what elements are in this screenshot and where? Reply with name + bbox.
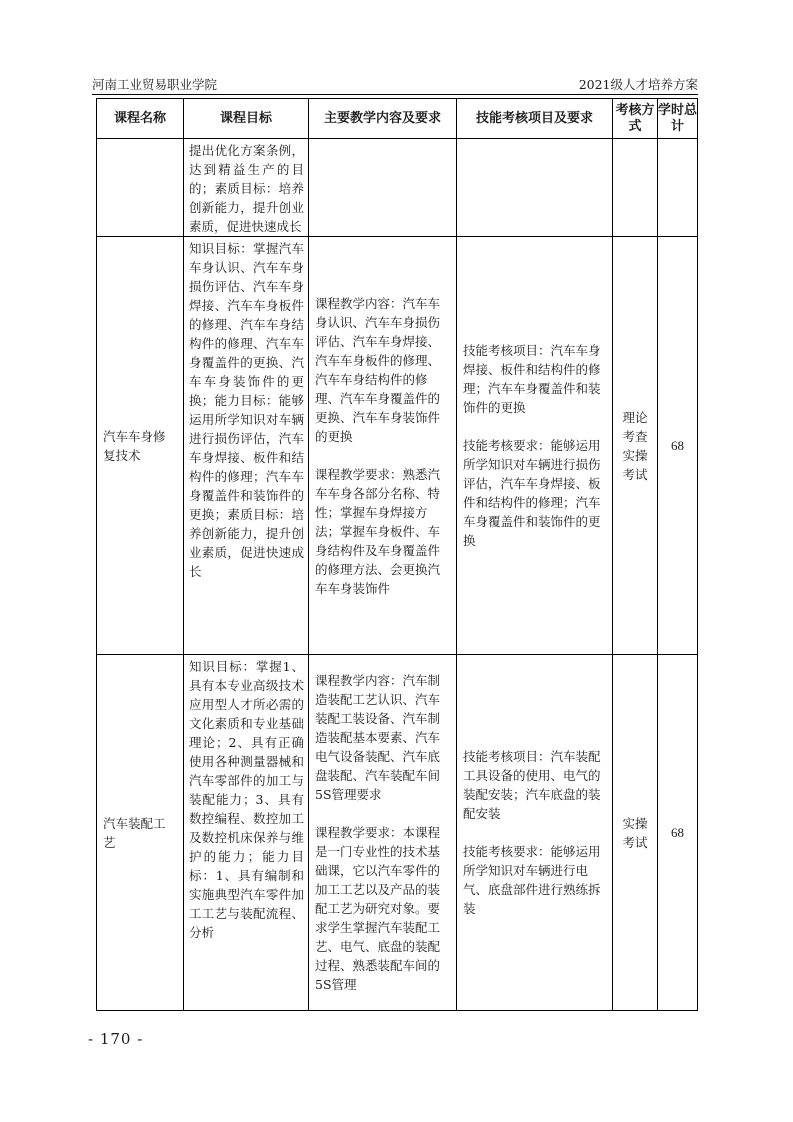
teaching-requirement-text: 课程教学要求：本课程是一门专业性的技术基础课，它以汽车零件的加工工艺以及产品的装配工艺为研究对象。要求学生掌握汽车装配工艺、电气、底盘的装配过程、熟悉装配车间的5S管理 [315, 825, 441, 992]
course-name-cell: 汽车车身修复技术 [97, 237, 184, 655]
skill-assessment-cell [457, 139, 613, 237]
paragraph-gap [315, 446, 450, 465]
total-hours-cell: 68 [658, 655, 698, 1011]
course-name-cell: 汽车装配工艺 [97, 655, 184, 1011]
header-document-title: 2021级人才培养方案 [578, 77, 698, 92]
table-header-row [97, 99, 698, 139]
course-name-cell [97, 139, 184, 237]
page-number: - 170 - [88, 1030, 144, 1048]
teaching-content-text: 课程教学内容：汽车制造装配工艺认识、汽车装配工装设备、汽车制造装配基本要素、汽车电气设备装配、汽车底盘装配、汽车装配车间5S管理要求 [315, 673, 441, 802]
skill-requirement-text: 技能考核要求：能够运用所学知识对车辆进行电气、底盘部件进行熟练拆装 [463, 844, 601, 916]
course-goal-cell: 知识目标：掌握汽车车身认识、汽车车身损伤评估、汽车车身焊接、汽车车身板件的修理、汽车车身结构件的修理、汽车车身覆盖件的更换、汽车车身装饰件的更换；能力目标：能够运用所学知识对车辆进行损伤评估，汽车车身焊接、板件和结构件的修理；汽车车身覆盖件和装饰件的更换；素质目标：培养创新能力，提升创业素质，促进快速成长 [184, 237, 309, 655]
course-goal-cell: 提出优化方案条例，达到精益生产的目的；素质目标：培养创新能力，提升创业素质，促进快速成长 [184, 139, 309, 237]
paragraph-gap [315, 804, 450, 823]
skill-project-text: 技能考核项目：汽车装配工具设备的使用、电气的装配安装；汽车底盘的装配安装 [463, 749, 601, 821]
table-row [97, 655, 698, 1011]
teaching-content-cell [309, 139, 457, 237]
total-hours-cell: 68 [658, 237, 698, 655]
skill-assessment-cell [457, 237, 613, 655]
col-header-total-hours: 学时总计 [658, 99, 698, 139]
table-row [97, 139, 698, 237]
teaching-content-text: 课程教学内容：汽车车身认识、汽车车身损伤评估、汽车车身焊接、汽车车身板件的修理、汽车车身结构件的修理、汽车车身覆盖件的更换、汽车车身装饰件的更换 [315, 295, 441, 444]
course-goal-cell: 知识目标：掌握1、具有本专业高级技术应用型人才所必需的文化素质和专业基础理论；2、具有正确使用各种测量器械和汽车零部件的加工与装配能力；3、具有数控编程、数控加工及数控机床保养与维护的能力；能力目标：1、具有编制和实施典型汽车零件加工工艺与装配流程、分析 [184, 655, 309, 1011]
col-header-teaching-content: 主要教学内容及要求 [309, 99, 457, 139]
paragraph-gap [463, 417, 606, 436]
header-school-name: 河南工业贸易职业学院 [92, 77, 218, 92]
col-header-course-goal: 课程目标 [184, 99, 309, 139]
skill-requirement-text: 技能考核要求：能够运用所学知识对车辆进行损伤评估，汽车车身焊接、板件和结构件的修理；汽车车身覆盖件和装饰件的更换 [463, 438, 601, 548]
skill-project-text: 技能考核项目：汽车车身焊接、板件和结构件的修理；汽车车身覆盖件和装饰件的更换 [463, 343, 601, 415]
assessment-method-cell [613, 139, 658, 237]
teaching-content-cell [309, 237, 457, 655]
teaching-content-cell [309, 655, 457, 1011]
paragraph-gap [463, 823, 606, 842]
skill-assessment-cell [457, 655, 613, 1011]
table-row [97, 237, 698, 655]
total-hours-cell [658, 139, 698, 237]
col-header-assessment-method: 考核方式 [613, 99, 658, 139]
col-header-skill-assessment: 技能考核项目及要求 [457, 99, 613, 139]
col-header-course-name: 课程名称 [97, 99, 184, 139]
assessment-method-cell: 实操考试 [613, 655, 658, 1011]
header-rule [92, 94, 698, 95]
teaching-requirement-text: 课程教学要求：熟悉汽车车身各部分名称、特性；掌握车身焊接方法；掌握车身板件、车身结构件及车身覆盖件的修理方法、会更换汽车车身装饰件 [315, 466, 441, 596]
course-table [96, 98, 698, 1011]
assessment-method-cell: 理论考查实操考试 [613, 237, 658, 655]
